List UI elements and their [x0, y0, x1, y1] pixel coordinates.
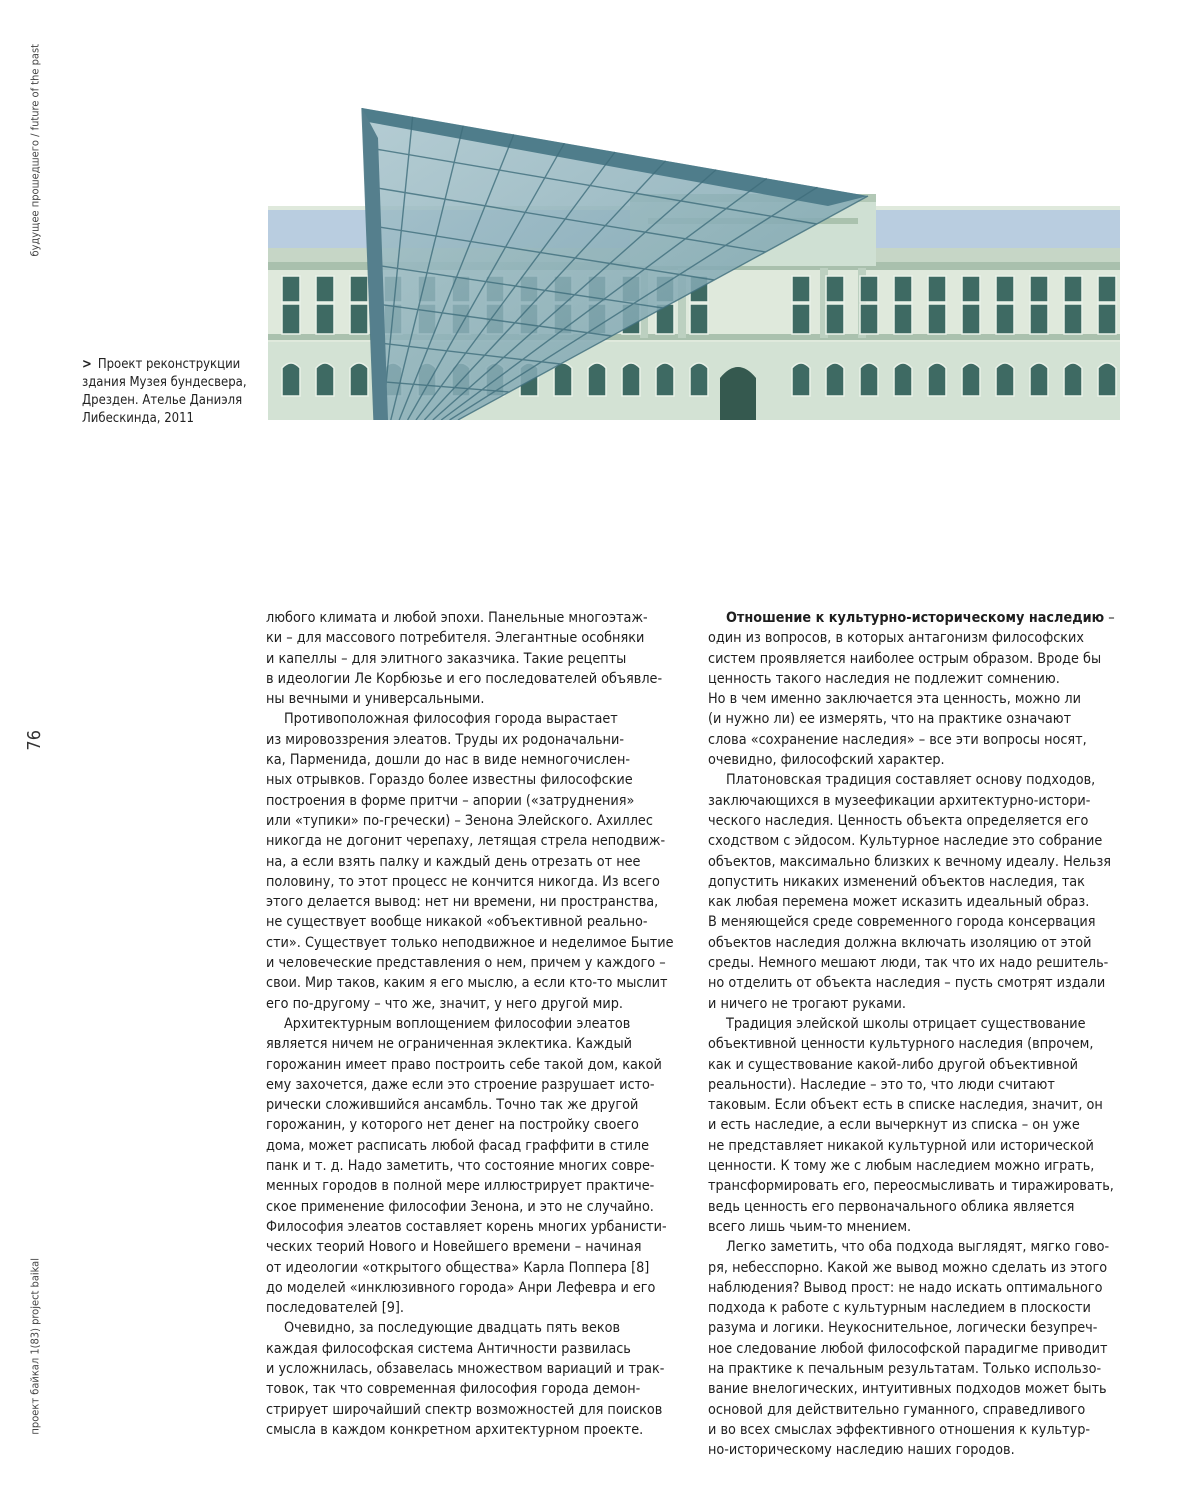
running-head-bottom	[26, 1258, 42, 1435]
running-head-top-text: будущее прошедшего / future of the past	[29, 44, 42, 257]
facade-window	[1030, 363, 1048, 396]
facade-window	[1098, 276, 1116, 302]
facade-window	[962, 276, 980, 302]
facade-window	[894, 276, 912, 302]
facade-window	[962, 363, 980, 396]
paragraph: Традиция элейской школы отрицает существование объективной ценности культурного наследия (впрочем, как и существование какой-либо другой объективной реальности). Наследие – это то, что люди считают таковым. Если объект есть в списке наследия, значит, он и есть наследие, а если вычеркнут из списка – он уже не представляет никакой культурной или исторической ценности. К тому же с любым наследием можно играть, трансформировать его, переосмысливать и тиражировать, ведь ценность его первоначального облика является всего лишь чьим-то мнением.	[708, 1015, 1114, 1235]
facade-window	[316, 304, 334, 334]
facade-window	[350, 276, 368, 302]
facade-window	[792, 304, 810, 334]
page-number	[24, 730, 48, 758]
page-number-text: 76	[24, 730, 45, 751]
facade-window	[622, 363, 640, 396]
facade-window	[996, 304, 1014, 334]
paragraph: Очевидно, за последующие двадцать пять веков каждая философская система Античности развилась и усложнилась, обзавелась множеством вариаций и трак- товок, так что современная философия города демон- стрирует широчайший спектр возможностей для поисков смысла в каждом конкретном архитектурном проекте.	[266, 1320, 665, 1438]
facade-window	[928, 276, 946, 302]
paragraph: Легко заметить, что оба подхода выглядят, мягко гово- ря, небесспорно. Какой же вывод можно сделать из этого наблюдения? Вывод прост: не надо искать оптимального подхода к работе с культурным наследием в плоскости разума и логики. Неукоснительное, логически безупреч- ное следование любой философской парадигме приводит на практике к печальным результатам. Только использо- вание внелогических, интуитивных подходов может быть основой для действительно гуманного, справедливого и во всех смыслах эффективного отношения к культур- но-историческому наследию наших городов.	[708, 1239, 1110, 1459]
facade-window	[588, 363, 606, 396]
facade-window	[1030, 304, 1048, 334]
running-head-bottom-text: проект байкал 1(83) project baikal	[29, 1258, 42, 1435]
paragraph: Архитектурным воплощением философии элеатов является ничем не ограниченная эклектика. Каждый горожанин имеет право построить себе такой дом, какой ему захочется, даже если это строение разрушает исто- рически сложившийся ансамбль. Точно так же другой горожанин, у которого нет денег на постройку своего дома, может расписать любой фасад граффити в стиле панк и т. д. Надо заметить, что состояние многих совре- менных городов в полной мере иллюстрирует практиче- ское применение философии Зенона, и это не случайно. Философия элеатов составляет корень многих урбанисти- ческих теорий Нового и Новейшего времени – начиная от идеологии «открытого общества» Карла Поппера [8] до моделей «инклюзивного города» Анри Лефевра и его последователей [9].	[266, 1015, 667, 1317]
facade-window	[1030, 276, 1048, 302]
facade-window	[962, 304, 980, 334]
facade-window	[1098, 363, 1116, 396]
facade-window	[1064, 276, 1082, 302]
facade-window	[826, 304, 844, 334]
facade-window	[1064, 363, 1082, 396]
facade-window	[690, 304, 708, 334]
facade-window	[860, 363, 878, 396]
facade-window	[350, 304, 368, 334]
facade-window	[1064, 304, 1082, 334]
facade-window	[350, 363, 368, 396]
section-heading: Отношение к культурно-историческому наследию	[726, 610, 1105, 626]
right-column	[708, 608, 1124, 1460]
paragraph: любого климата и любой эпохи. Панельные многоэтаж- ки – для массового потребителя. Элегантные особняки и капеллы – для элитного заказчика. Такие рецепты в идеологии Ле Корбюзье и его последователей объявле- ны вечными и универсальными.	[266, 610, 663, 708]
facade-window	[826, 363, 844, 396]
central-arch-door	[720, 367, 756, 420]
facade-window	[1098, 304, 1116, 334]
paragraph: Противоположная философия города вырастает из мировоззрения элеатов. Труды их родоначальни- ка, Парменида, дошли до нас в виде немногочислен- ных отрывков. Гораздо более известны философские построения в форме притчи – апории («затруднения» или «тупики» по-гречески) – Зенона Элейского. Ахиллес никогда не догонит черепаху, летящая стрела неподвиж- на, а если взять палку и каждый день отрезать от нее половину, то этот процесс не кончится никогда. Из всего этого делается вывод: нет ни времени, ни пространства, не существует вообще никакой «объективной реально- сти». Существует только неподвижное и неделимое Бытие и человеческие представления о нем, причем у каждого – свои. Мир таков, каким я его мыслю, а если кто-то мыслит его по-другому – что же, значит, у него другой мир.	[266, 711, 674, 1012]
left-column	[266, 608, 682, 1440]
facade-window	[894, 304, 912, 334]
facade-window	[656, 363, 674, 396]
facade-window	[282, 363, 300, 396]
facade-window	[792, 363, 810, 396]
facade-window	[928, 304, 946, 334]
figure-caption	[82, 356, 262, 428]
running-head-top	[26, 44, 42, 257]
facade-window	[690, 363, 708, 396]
facade-window	[316, 276, 334, 302]
facade-window	[316, 363, 334, 396]
facade-window	[554, 363, 572, 396]
paragraph-with-heading	[708, 608, 1124, 770]
facade-window	[826, 276, 844, 302]
caption-arrow-icon: >	[82, 357, 92, 372]
facade-window	[894, 363, 912, 396]
figure-caption-text: Проект реконструкции здания Музея бундесвера, Дрезден. Ателье Даниэля Либескинда, 2011	[82, 357, 247, 426]
paragraph: Платоновская традиция составляет основу подходов, заключающихся в музеефикации архитектурно-истори- ческого наследия. Ценность объекта определяется его сходством с эйдосом. Культурное наследие это собрание объектов, максимально близких к вечному идеалу. Нельзя допустить никаких изменений объектов наследия, так как любая перемена может исказить идеальный образ. В меняющейся среде современного города консервация объектов наследия должна включать изоляцию от этой среды. Немного мешают люди, так что их надо решитель- но отделить от объекта наследия – пусть смотрят издали и ничего не трогают руками.	[708, 772, 1112, 1012]
facade-window	[996, 363, 1014, 396]
museum-illustration	[268, 98, 1120, 420]
facade-window	[928, 363, 946, 396]
facade-window	[282, 276, 300, 302]
heading-continuation: – один из вопросов, в которых антагонизм философских систем проявляется наиболее острым образом. Вроде бы ценность такого наследия не подлежит сомнению. Но в чем именно заключается эта ценность, можно ли (и нужно ли) ее измерять, что на практике означают слова «сохранение наследия» – все эти вопросы носят, очевидно, философский характер.	[708, 610, 1115, 769]
facade-window	[860, 276, 878, 302]
facade-window	[792, 276, 810, 302]
facade-window	[996, 276, 1014, 302]
facade-window	[282, 304, 300, 334]
facade-window	[860, 304, 878, 334]
